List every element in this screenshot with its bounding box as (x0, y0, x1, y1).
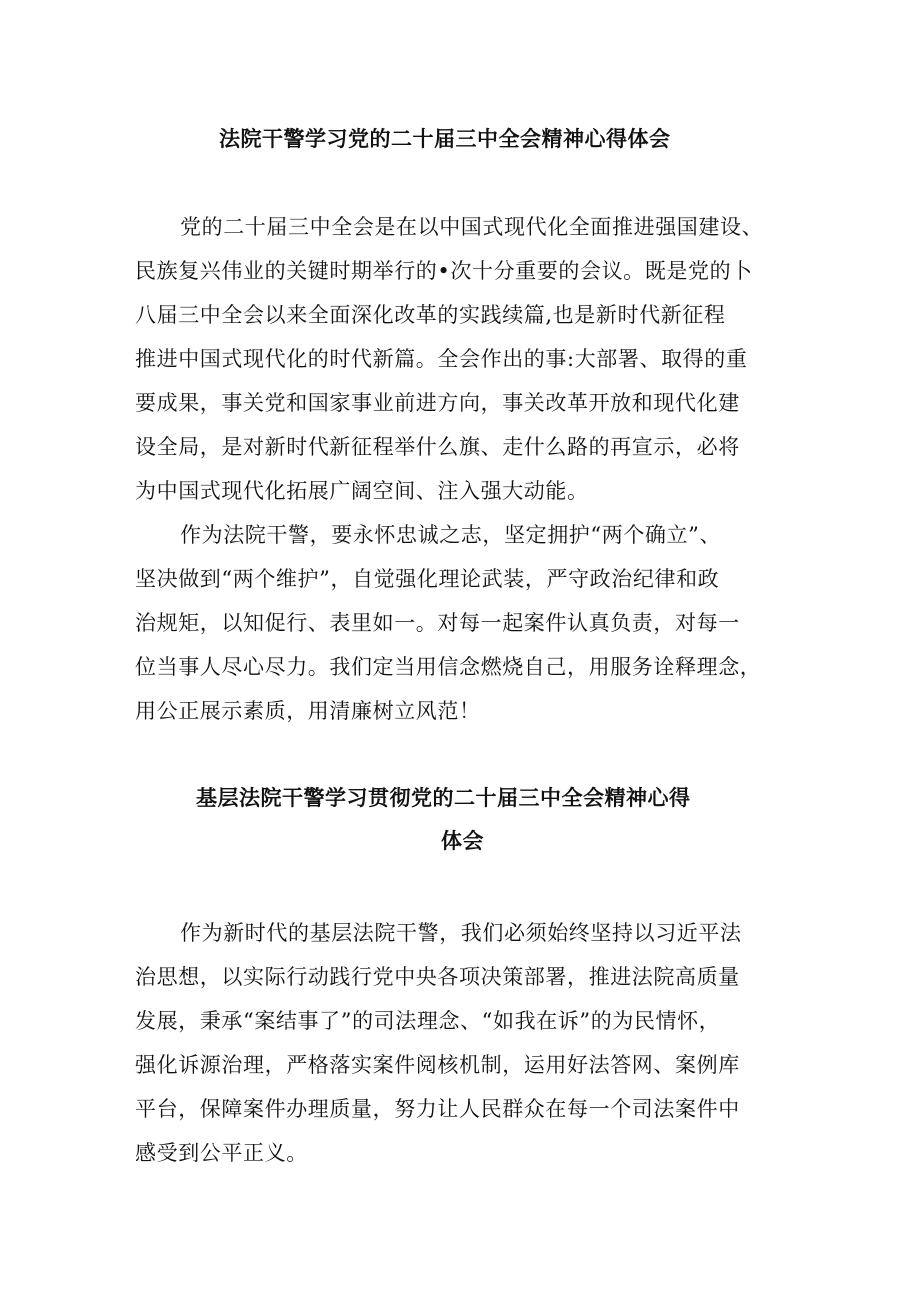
paragraph-line: 要成果，事关党和国家事业前进方向，事关改革开放和现代化建 (135, 391, 740, 415)
paragraph-line: 作为法院干警，要永怀忠诚之志，坚定拥护“两个确立”、 (180, 523, 722, 547)
paragraph-line: 治思想，以实际行动践行党中央各项决策部署，推进法院高质量 (135, 965, 740, 989)
section-1-title: 法院干警学习党的二十届三中全会精神心得体会 (219, 127, 671, 151)
paragraph-line: 民族复兴伟业的关键时期举行的•次十分重要的会议。既是党的卜 (135, 259, 753, 283)
section-2-title-line-1: 基层法院干警学习贯彻党的二十届三中全会精神心得 (196, 786, 691, 810)
paragraph-line: 推进中国式现代化的时代新篇。全会作出的事:大部署、取得的重 (135, 347, 748, 371)
paragraph-line: 发展，秉承“案结事了”的司法理念、“如我在诉”的为民情怀， (135, 1009, 721, 1033)
paragraph-line: 用公正展示素质，用清廉树立风范！ (135, 699, 481, 723)
paragraph-line: 作为新时代的基层法院干警，我们必须始终坚持以习近平法 (180, 921, 742, 945)
paragraph-line: 感受到公平正义。 (135, 1141, 308, 1165)
paragraph-line: 位当事人尽心尽力。我们定当用信念燃烧自己，用服务诠释理念， (135, 655, 762, 679)
paragraph-line: 平台，保障案件办理质量，努力让人民群众在每一个司法案件中 (135, 1097, 740, 1121)
section-2-title-line-2: 体会 (441, 829, 484, 853)
paragraph-line: 坚决做到“两个维护”，自觉强化理论武装，严守政治纪律和政 (135, 567, 720, 591)
paragraph-line: 八届三中全会以来全面深化改革的实践续篇,也是新时代新征程 (135, 303, 726, 327)
paragraph-line: 治规矩，以知促行、表里如一。对每一起案件认真负责，对每一 (135, 611, 740, 635)
paragraph-line: 设全局，是对新时代新征程举什么旗、走什么路的再宣示，必将 (135, 435, 740, 459)
paragraph-line: 强化诉源治理，严格落实案件阅核机制，运用好法答网、案例库 (135, 1053, 740, 1077)
paragraph-line: 为中国式现代化拓展广阔空间、注入强大动能。 (135, 479, 589, 503)
paragraph-line: 党的二十届三中全会是在以中国式现代化全面推进强国建设、 (180, 215, 764, 239)
